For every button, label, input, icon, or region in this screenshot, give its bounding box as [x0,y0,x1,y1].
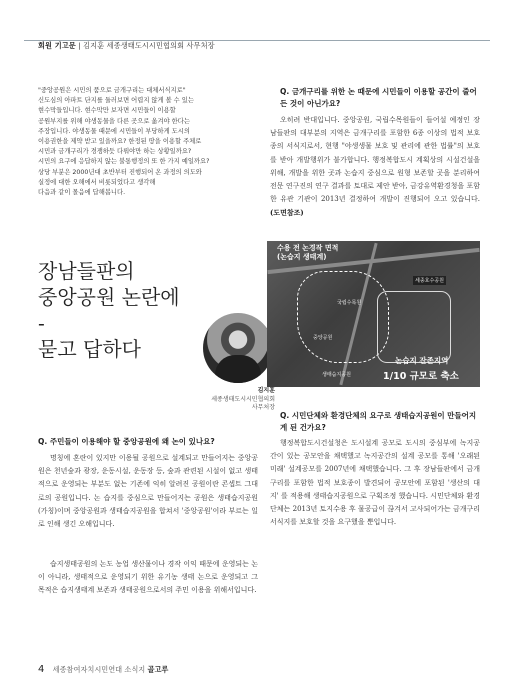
map-label-garden: 국립수목원 [337,300,362,306]
header-author-line: 김지훈 세종생태도시시민협의회 사무처장 [83,41,215,50]
author-org: 세종생태도시시민협의회 [211,395,275,403]
map-label-scale: 1/10 규모로 축소 [383,371,459,382]
page-footer [38,664,168,675]
map-label-lake: 세종호수공원 [415,278,444,284]
author-role: 사무처장 [251,404,275,411]
author-credit [150,387,275,413]
map-label-habitat: 생태습지공원 [322,372,351,378]
map-preserve-area [377,291,451,363]
intro-text: "중앙공원은 시민의 품으로 금개구리는 대체서식지로" 신도심의 아파트 단지를 둘러보면 어렵지 않게 볼 수 있는 현수막들입니다. 현수막만 보자면 시민들이 이용할 공원부지를 위해 야생동물을 다른 곳으로 옮겨야 한다는 주장입니다. 야생동물 때문에 시민들이 부당하게 도시의 이용권한을 제약 받고 있을까요? 한정된 땅을 이용할 주체로 시민과 금개구리가 경쟁하듯 다뤄야만 하는 상황일까요? 시민의 요구에 응답하지 않는 불통행정의 또 한 가지 예일까요? 상당 부분은 2000년대 초반부터 진행되어 온 과정의 의도와 실정에 대한 오해에서 비롯되었다고 생각해 다음과 같이 몰음에 답해봅니다. [38,87,210,197]
answer-1-paragraph-1: 명칭에 혼란이 있지만 이용될 공원으로 설계되고 만들어지는 중앙공원은 천년숲과 광장, 운동시설, 운동장 등, 숲과 관련된 시설이 없고 생태적으로 운영되는 부분도 없는 기존에 익히 알려진 공원이란 콘셉트 그대로의 공원입니다. 논 습지를 중심으로 만들어지는 공원은 생태습지공원(가칭)이며 중앙공원과 생태습지공원을 합쳐서 '중앙공원'이라 부르는 일로 인해 생긴 오해입니다. [38,454,258,529]
portrait-body [215,355,261,383]
question-2: Q. 금개구리를 위한 논 때문에 시민들이 이용할 공간이 줄어든 것이 아닌가요? [280,87,477,108]
author-portrait [203,313,273,383]
map-label-preserve: 논습지 잔존지역 [395,356,449,365]
map-title: 수용 전 논경작 면적 (논습지 생태계) [277,244,339,261]
answer-2 [270,114,480,221]
question-1: Q. 주민들이 이용해야 할 중앙공원에 왜 논이 있나요? [38,437,215,446]
article-title: 장남들판의 중앙공원 논란에 - 묻고 답하다 [38,259,180,361]
header-separator: | [78,41,81,50]
footer-name: 골고루 [147,665,169,674]
question-3: Q. 시민단체와 환경단체의 요구로 생태습지공원이 만들어지게 된 건가요? [280,411,477,432]
running-header [38,41,215,51]
map-boundary [297,271,389,363]
page-number: 4 [38,664,45,675]
map-label-park: 중앙공원 [313,335,333,341]
answer-1-paragraph-2: 습지생태공원의 논도 농업 생산물이나 경작 이익 때문에 운영되는 논이 아니라, 생태적으로 운영되기 위한 유기농 생태 논으로 운영되고 그 목적은 습지생태계 보존과 생태공원으로서의 주민 이용을 위해서입니다. [38,560,258,595]
site-map [267,241,480,387]
footer-publication: 세종참여자치시민연대 소식지 [52,665,146,674]
author-name: 김지훈 [257,387,275,394]
answer-2-text: 오히려 반대입니다. 중앙공원, 국립수목원들이 들어설 예정인 장남들판의 대부분의 지역은 금개구리를 포함한 6종 이상의 법적 보호종의 서식지로서, 현행 "야생생물 보호 및 관리에 관한 법률"의 보호를 받아 개발행위가 불가합니다. 행정복합도시 계획상의 시설건설을 위해, 개발을 위한 곳과 논습지 중심으로 원형 보존할 곳을 분리하여 전문 연구진의 연구 결과를 토대로 제안 받아, 금강유역환경청을 포함한 유관 기관이 2013년 결정하여 개발이 진행되어 오고 있습니다. [270,116,480,204]
answer-3: 행정복합도시건설청은 도시설계 공모로 도시의 중심부에 녹지공간이 있는 공모안을 채택했고 녹지공간의 설계 공모를 통해 '오래된 미래' 설계공모를 2007년에 채택했습니다. 그 후 장남들판에서 금개구리를 포함한 법적 보호종이 발견되어 공모안에 포함된 '생산의 대지' 를 적용해 생태습지공원으로 구획조정 했습니다. 시민단체와 환경단체는 2013년 토지수용 후 물공급이 끊겨서 고사되어가는 금개구리 서식지를 보호할 것을 요구했을 뿐입니다. [270,439,480,527]
answer-2-reference: (도면참조) [270,208,304,218]
header-section: 회원 기고문 [38,41,76,50]
